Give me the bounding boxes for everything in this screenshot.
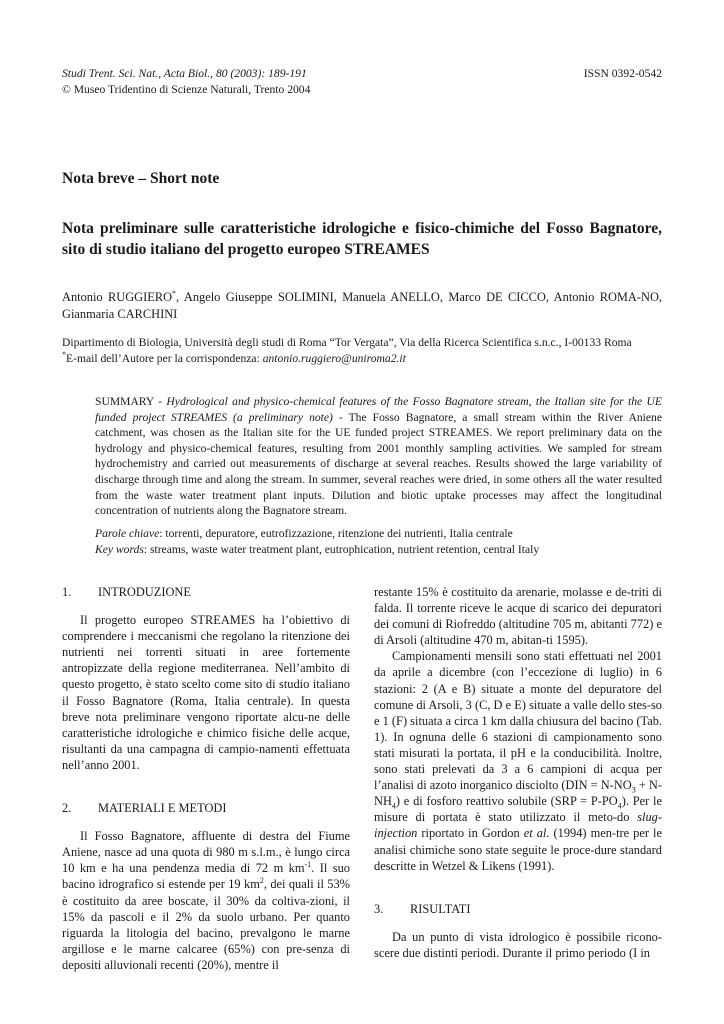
keywords-english xyxy=(95,542,662,558)
first-author: Antonio RUGGIERO xyxy=(62,290,173,304)
other-authors: , Angelo Giuseppe SOLIMINI, Manuela ANELLO, Marco DE CICCO, Antonio ROMA-NO, Gianmaria CARCHINI xyxy=(62,290,663,321)
keywords-english-label: Key words xyxy=(95,542,144,556)
paper-title: Nota preliminare sulle caratteristiche idrologiche e fisico-chimiche del Fosso Bagnatore, sito di studio italiano del progetto europeo STREAMES xyxy=(62,220,662,258)
methods-paragraph-continued: restante 15% è costituito da arenarie, molasse e de-triti di falda. Il torrente riceve le acque di scarico dei depuratori dei comuni di Riofreddo (altitudine 705 m, abitanti 772) e di Arsoli (altitudine 470 m, abitan-ti 1595). xyxy=(374,585,662,648)
section-title: RISULTATI xyxy=(410,901,471,916)
affiliation xyxy=(62,335,662,367)
paper-page xyxy=(62,0,662,1024)
summary-label: SUMMARY - xyxy=(95,395,167,408)
note-type: Nota breve – Short note xyxy=(62,170,220,187)
right-column xyxy=(374,584,662,961)
corresponding-mark: * xyxy=(172,288,177,298)
correspondence-mark: * xyxy=(62,350,66,360)
keywords-italian-label: Parole chiave xyxy=(95,527,160,540)
section-number: 1. xyxy=(62,585,72,599)
email-address[interactable]: antonio.ruggiero@uniroma2.it xyxy=(262,352,406,365)
section-title: MATERIALI E METODI xyxy=(98,801,227,816)
section-number: 2. xyxy=(62,801,72,816)
author-list xyxy=(62,289,662,323)
summary-title: Hydrological and physico-chemical features of the Fosso Bagnatore stream, the Italian site for the UE funded project STREAMES (a preliminary note) xyxy=(95,395,662,424)
section-title: INTRODUZIONE xyxy=(98,585,191,599)
affiliation-address: Dipartimento di Biologia, Università degli studi di Roma “Tor Vergata”, Via della Ricerca Scientifica s.n.c., I-00133 Roma xyxy=(62,336,632,349)
email-label: E-mail dell’Autore per la corrispondenza: xyxy=(66,352,263,365)
keywords-italian xyxy=(95,526,662,542)
section-heading-materiali-metodi xyxy=(62,800,350,816)
left-column xyxy=(62,584,350,973)
correspondence-line xyxy=(62,351,662,367)
copyright-line: © Museo Tridentino di Scienze Naturali, Trento 2004 xyxy=(62,83,311,96)
keywords-italian-text: : torrenti, depuratore, eutrofizzazione, ritenzione dei nutrienti, Italia centrale xyxy=(159,527,513,540)
methods-paragraph: Il Fosso Bagnatore, affluente di destra del Fiume Aniene, nasce ad una quota di 980 m s.l.m., è lungo circa 10 km e ha una pendenza media di 72 m $km^{-1}$. Il suo bacino idrografico si estende per 19 $km^2$, dei quali il 53% è costituito da aree boscate, il 30% da coltiva-zioni, il 15% da pascoli e il 2% da suolo urbano. Per quanto riguarda la litologia del bacino, prevalgono le marne argillose e le marne calcaree (65%) con pre-senza di depositi alluvionali recenti (20%), mentre il xyxy=(62,829,351,972)
keywords xyxy=(95,526,662,557)
journal-citation: Studi Trent. Sci. Nat., Acta Biol., 80 (2003): 189-191 xyxy=(62,67,307,80)
summary xyxy=(95,394,662,519)
section-heading-risultati xyxy=(374,901,662,917)
methods-sampling-paragraph: Campionamenti mensili sono stati effettuati nel 2001 da aprile a dicembre (con l’eccezione di luglio) in 6 stazioni: 2 (A e B) situate a monte del depuratore del comune di Arsoli, 3 (C, D e E) situate a valle dello stes-so e 1 (F) situata a circa 1 km dalla chiusura del bacino (Tab. 1). In ognuna delle 6 stazioni di campionamento sono stati misurati la portata, il pH e la conducibilità. Inoltre, sono stati prelevati da 3 a 6 campioni di acqua per l’analisi di azoto inorganico disciolto $(DIN = N-NO_3 + N-NH_4)$ e di fosforo reattivo solubile $(SRP = P-PO_4)$. Per le misure di portata è stato utilizzato il meto-do slug-injection riportato in Gordon et al. (1994) men-tre per le analisi chimiche sono state seguite le proce-dure standard descritte in Wetzel & Likens (1991). xyxy=(374,649,662,873)
keywords-english-text: : streams, waste water treatment plant, eutrophication, nutrient retention, central Italy xyxy=(143,542,540,556)
summary-text: - The Fosso Bagnatore, a small stream within the River Aniene catchment, was chosen as the Italian site for the UE funded project STREAMES. We report preliminary data on the hydrology and physico-chemical features, resulting from 2001 monthly sampling activities. We sampled for stream hydrochemistry and carried out measurements of discharge at several reaches. Results showed the large variability of discharge through time and along the stream. In summer, several reaches were dried, in some others all the water resulted from the waste water treatment plant inputs. Dilution and biotic uptake processes may affect the longitudinal concentration of nutrients along the Bagnatore stream. xyxy=(95,410,662,518)
section-number: 3. xyxy=(374,901,384,916)
results-paragraph: Da un punto di vista idrologico è possibile ricono-scere due distinti periodi. Durante il primo periodo (I in xyxy=(374,929,662,960)
intro-paragraph: Il progetto europeo STREAMES ha l’obiettivo di comprendere i meccanismi che regolano la ritenzione dei nutrienti nei torrenti situati in aree fortemente antropizzate della regione mediterranea. Nell’ambito di questo progetto, è stato scelto come sito di studio italiano il Fosso Bagnatore (Roma, Italia centrale). In questa breve nota preliminare vengono riportate alcu-ne delle caratteristiche idrologiche e chimico fisiche delle acque, risultanti da una campagna di campio-namenti effettuata nell’anno 2001. xyxy=(62,613,350,772)
journal-header xyxy=(62,66,662,98)
issn: ISSN 0392-0542 xyxy=(583,67,662,80)
section-heading-introduzione xyxy=(62,584,350,600)
